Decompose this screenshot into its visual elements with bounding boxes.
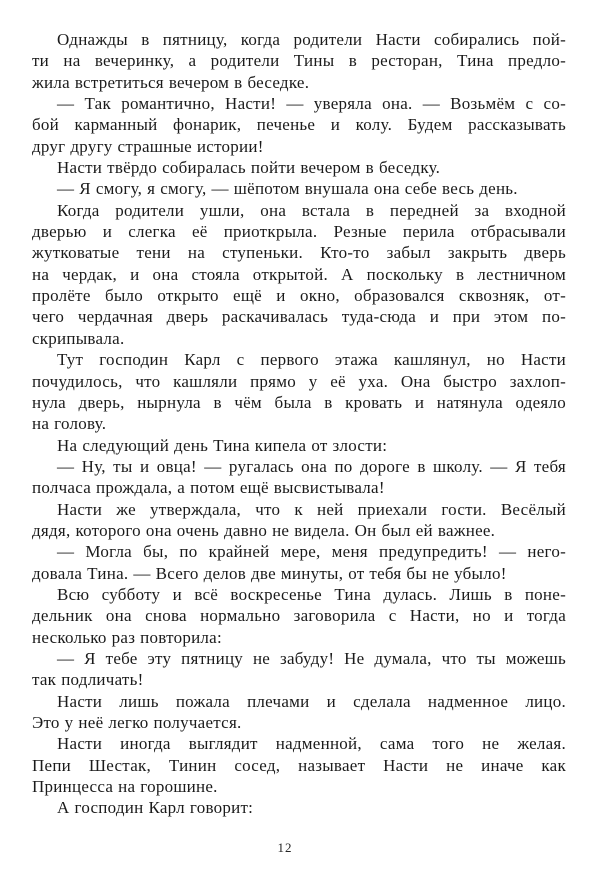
text-line: чего чердачная дверь раскачивалась туда-сюда и при этом по- bbox=[32, 307, 566, 327]
text-line: бой карманный фонарик, печенье и колу. Будем рассказывать bbox=[32, 115, 566, 135]
paragraph bbox=[32, 584, 566, 648]
paragraph bbox=[32, 29, 566, 93]
text-line: дядя, которого она очень давно не видела. Он был ей важнее. bbox=[32, 520, 496, 540]
text-line: Насти твёрдо собиралась пойти вечером в беседку. bbox=[57, 158, 441, 178]
paragraph bbox=[32, 200, 566, 349]
text-line: дельник она снова нормально заговорила с Насти, но и тогда bbox=[32, 606, 566, 626]
text-line: нула дверь, нырнула в чём была в кровать и натянула одеяло bbox=[32, 392, 566, 412]
text-line: на голову. bbox=[32, 414, 107, 434]
text-line: на чердак, и она стояла открытой. А поскольку в лестничном bbox=[32, 264, 566, 284]
text-line: друг другу страшные истории! bbox=[32, 136, 264, 156]
text-line: Это у неё легко получается. bbox=[32, 713, 242, 732]
page-number: 12 bbox=[277, 840, 293, 855]
paragraph bbox=[32, 349, 566, 434]
text-line: — Я смогу, я смогу, — шёпотом внушала она себе весь день. bbox=[57, 179, 518, 199]
text-line: почудилось, что кашляли прямо у её уха. Она быстро захлоп- bbox=[32, 371, 566, 391]
text-line: Тут господин Карл с первого этажа кашлянул, но Насти bbox=[57, 350, 566, 370]
paragraph bbox=[32, 456, 566, 499]
text-content bbox=[32, 29, 566, 819]
text-line: скрипывала. bbox=[32, 328, 125, 348]
text-line: — Я тебе эту пятницу не забуду! Не думала, что ты можешь bbox=[57, 648, 566, 668]
text-line: полчаса прождала, а потом ещё высвистывала! bbox=[32, 478, 385, 498]
text-line: — Ну, ты и овца! — ругалась она по дороге в школу. — Я тебя bbox=[57, 456, 566, 476]
text-line: дверью и слегка её приоткрыла. Резные перила отбрасывали bbox=[32, 222, 566, 242]
paragraph bbox=[32, 435, 566, 456]
text-line: Насти лишь пожала плечами и сделала надменное лицо. bbox=[57, 691, 566, 711]
paragraph bbox=[32, 178, 566, 199]
text-line: так подличать! bbox=[32, 670, 144, 690]
text-line: На следующий день Тина кипела от злости: bbox=[57, 435, 388, 455]
text-line: Насти иногда выглядит надменной, сама того не желая. bbox=[57, 734, 566, 754]
paragraph bbox=[32, 648, 566, 691]
text-line: довала Тина. — Всего делов две минуты, от тебя бы не убыло! bbox=[32, 563, 507, 583]
text-line: А господин Карл говорит: bbox=[57, 798, 254, 818]
text-line: Насти же утверждала, что к ней приехали гости. Весёлый bbox=[57, 499, 566, 519]
text-line: несколько раз повторила: bbox=[32, 627, 222, 647]
text-line: пролёте было открыто ещё и окно, образовался сквозняк, от- bbox=[32, 286, 566, 306]
text-line: ти на вечеринку, а родители Тины в ресторан, Тина предло- bbox=[32, 51, 566, 71]
text-line: Пепи Шестак, Тинин сосед, называет Насти не иначе как bbox=[32, 755, 566, 775]
text-line: Однажды в пятницу, когда родители Насти собирались пой- bbox=[57, 30, 566, 49]
text-line: Всю субботу и всё воскресенье Тина дулась. Лишь в поне- bbox=[57, 584, 566, 604]
paragraph bbox=[32, 93, 566, 157]
paragraph bbox=[32, 499, 566, 542]
paragraph bbox=[32, 797, 566, 818]
paragraph bbox=[32, 541, 566, 584]
text-line: Когда родители ушли, она встала в передней за входной bbox=[57, 200, 566, 220]
text-line: — Так романтично, Насти! — уверяла она. — Возьмём с со- bbox=[57, 94, 566, 114]
text-line: жутковатые тени на ступеньки. Кто-то забыл закрыть дверь bbox=[32, 243, 566, 263]
text-line: — Могла бы, по крайней мере, меня предупредить! — него- bbox=[57, 542, 566, 562]
text-line: жила встретиться вечером в беседке. bbox=[32, 72, 310, 92]
paragraph bbox=[32, 157, 566, 178]
paragraph bbox=[32, 733, 566, 797]
paragraph bbox=[32, 691, 566, 734]
text-line: Принцесса на горошине. bbox=[32, 777, 218, 797]
